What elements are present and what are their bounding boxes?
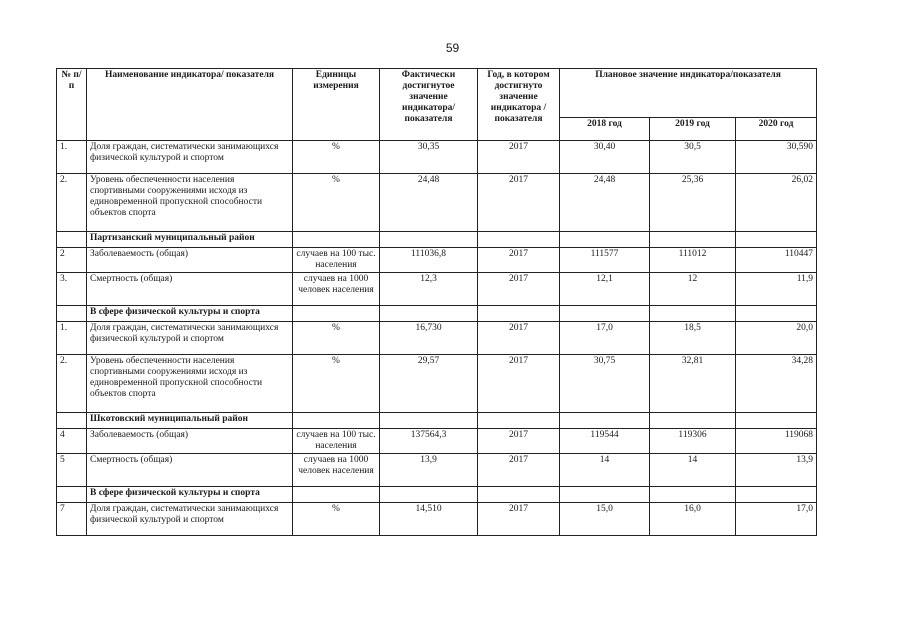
row-year: 2017 <box>478 428 560 453</box>
section-title: Партизанский муниципальный район <box>87 232 293 248</box>
row-year: 2017 <box>478 502 560 535</box>
row-2020: 110447 <box>736 248 817 273</box>
table-row <box>57 321 817 354</box>
row-2019: 32,81 <box>650 354 736 412</box>
row-name: Доля граждан, систематически занимающихся физической культурой и спортом <box>87 321 293 354</box>
row-2019: 18,5 <box>650 321 736 354</box>
row-year: 2017 <box>478 141 560 174</box>
header-actual: Фактически достигнутое значение индикатора/ показателя <box>380 69 478 141</box>
row-actual: 30,35 <box>380 141 478 174</box>
row-2019: 119306 <box>650 428 736 453</box>
row-2019: 30,5 <box>650 141 736 174</box>
row-unit: случаев на 1000 человек населения <box>293 453 380 486</box>
row-year: 2017 <box>478 321 560 354</box>
row-num: 1. <box>57 141 87 174</box>
row-2019: 14 <box>650 453 736 486</box>
row-2020: 30,590 <box>736 141 817 174</box>
page-number: 59 <box>445 41 460 55</box>
row-actual: 111036,8 <box>380 248 478 273</box>
row-num: 5 <box>57 453 87 486</box>
table-row <box>57 174 817 232</box>
row-num: 1. <box>57 321 87 354</box>
row-actual: 24,48 <box>380 174 478 232</box>
row-2018: 111577 <box>560 248 650 273</box>
row-unit: % <box>293 174 380 232</box>
row-year: 2017 <box>478 248 560 273</box>
header-name: Наименование индикатора/ показателя <box>87 69 293 141</box>
header-unit: Единицы измерения <box>293 69 380 141</box>
section-row <box>57 305 817 321</box>
section-row <box>57 232 817 248</box>
row-actual: 137564,3 <box>380 428 478 453</box>
row-2018: 24,48 <box>560 174 650 232</box>
row-name: Смертность (общая) <box>87 272 293 305</box>
row-num: 3. <box>57 272 87 305</box>
row-2019: 12 <box>650 272 736 305</box>
header-2019: 2019 год <box>650 118 736 141</box>
header-plan: Плановое значение индикатора/показателя <box>560 69 817 118</box>
row-2020: 34,28 <box>736 354 817 412</box>
table-row <box>57 453 817 486</box>
row-name: Доля граждан, систематически занимающихся физической культурой и спортом <box>87 502 293 535</box>
row-name: Доля граждан, систематически занимающихся физической культурой и спортом <box>87 141 293 174</box>
row-2020: 20,0 <box>736 321 817 354</box>
row-unit: случаев на 1000 человек населения <box>293 272 380 305</box>
section-title: В сфере физической культуры и спорта <box>87 486 293 502</box>
row-2019: 111012 <box>650 248 736 273</box>
row-unit: % <box>293 141 380 174</box>
row-num: 2 <box>57 248 87 273</box>
section-title: Шкотовский муниципальный район <box>87 412 293 428</box>
row-name: Заболеваемость (общая) <box>87 248 293 273</box>
row-actual: 29,57 <box>380 354 478 412</box>
row-actual: 12,3 <box>380 272 478 305</box>
row-2020: 17,0 <box>736 502 817 535</box>
table-row <box>57 272 817 305</box>
row-name: Смертность (общая) <box>87 453 293 486</box>
table-row <box>57 502 817 535</box>
section-row <box>57 486 817 502</box>
header-2018: 2018 год <box>560 118 650 141</box>
row-2018: 14 <box>560 453 650 486</box>
row-unit: случаев на 100 тыс. населения <box>293 428 380 453</box>
row-name: Уровень обеспеченности населения спортивными сооружениями исходя из единовременной пропускной способности объектов спорта <box>87 354 293 412</box>
table-row <box>57 354 817 412</box>
row-num: 4 <box>57 428 87 453</box>
row-2018: 15,0 <box>560 502 650 535</box>
row-year: 2017 <box>478 354 560 412</box>
row-actual: 13,9 <box>380 453 478 486</box>
row-year: 2017 <box>478 272 560 305</box>
row-actual: 14,510 <box>380 502 478 535</box>
row-2020: 11,9 <box>736 272 817 305</box>
row-unit: случаев на 100 тыс. населения <box>293 248 380 273</box>
row-2019: 25,36 <box>650 174 736 232</box>
header-num: № п/п <box>57 69 87 141</box>
row-2018: 12,1 <box>560 272 650 305</box>
row-actual: 16,730 <box>380 321 478 354</box>
row-num: 7 <box>57 502 87 535</box>
section-row <box>57 412 817 428</box>
row-unit: % <box>293 354 380 412</box>
row-2018: 119544 <box>560 428 650 453</box>
row-name: Уровень обеспеченности населения спортивными сооружениями исходя из единовременной пропускной способности объектов спорта <box>87 174 293 232</box>
row-2018: 30,40 <box>560 141 650 174</box>
section-title: В сфере физической культуры и спорта <box>87 305 293 321</box>
row-unit: % <box>293 321 380 354</box>
row-2018: 17,0 <box>560 321 650 354</box>
indicators-table <box>56 68 817 536</box>
table-row <box>57 141 817 174</box>
row-2020: 13,9 <box>736 453 817 486</box>
row-num: 2. <box>57 174 87 232</box>
row-year: 2017 <box>478 174 560 232</box>
row-unit: % <box>293 502 380 535</box>
row-2020: 119068 <box>736 428 817 453</box>
row-2018: 30,75 <box>560 354 650 412</box>
row-2019: 16,0 <box>650 502 736 535</box>
row-2020: 26,02 <box>736 174 817 232</box>
row-num: 2. <box>57 354 87 412</box>
header-2020: 2020 год <box>736 118 817 141</box>
row-year: 2017 <box>478 453 560 486</box>
table-row <box>57 428 817 453</box>
header-year: Год, в котором достигнуто значение индикатора /показателя <box>478 69 560 141</box>
row-name: Заболеваемость (общая) <box>87 428 293 453</box>
table-row <box>57 248 817 273</box>
